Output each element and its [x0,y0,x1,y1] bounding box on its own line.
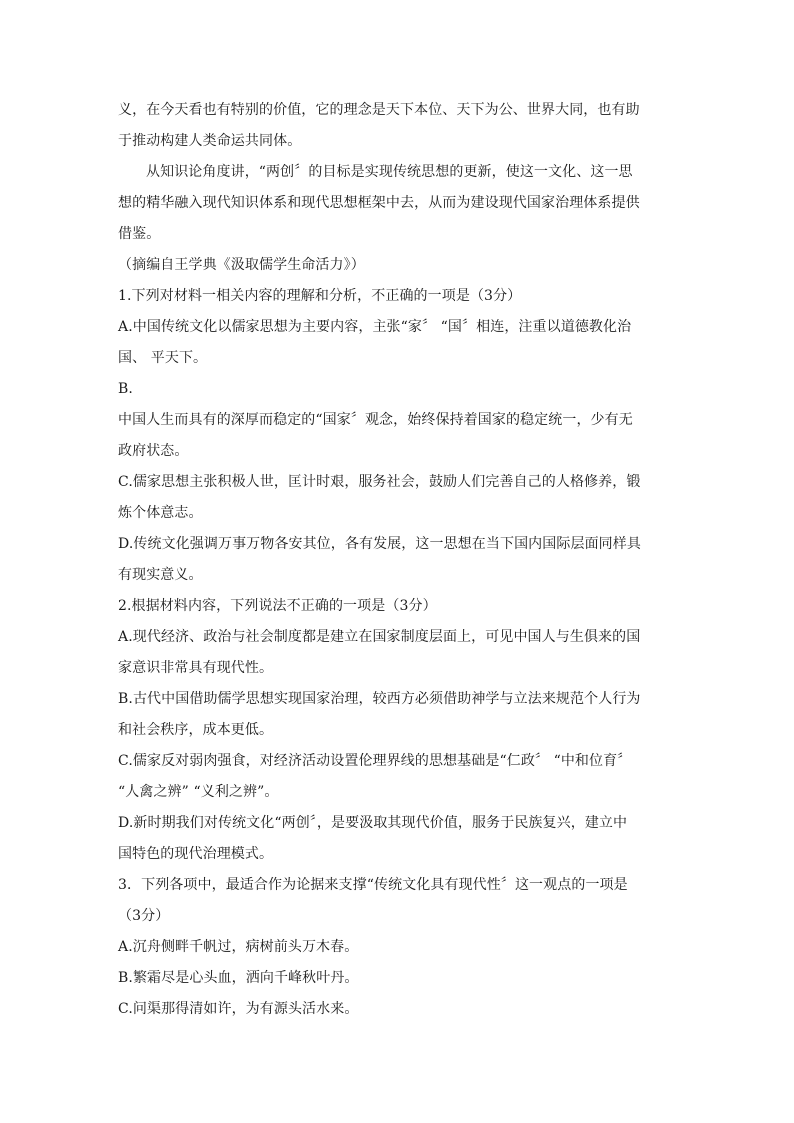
option-2b: B.古代中国借助儒学思想实现国家治理，较西方必须借助神学与立法来规范个人行为 [118,691,641,707]
option-2a: A.现代经济、政治与社会制度都是建立在国家制度层面上，可见中国人与生俱来的国 [118,629,641,645]
option-2a-cont: 家意识非常具有现代性。 [118,660,274,676]
option-1a: A.中国传统文化以儒家思想为主要内容，主张“家〞 “国〞相连，注重以道德教化治 [118,319,632,335]
paragraph-start-line: 从知识论角度讲，“两创〞的目标是实现传统思想的更新，使这一文化、这一思 [146,164,633,180]
option-3a: A.沉舟侧畔千帆过，病树前头万木春。 [118,939,359,955]
text-line: 想的精华融入现代知识体系和现代思想框架中去，从而为建设现代国家治理体系提供 [118,195,640,211]
option-3b: B.繁霜尽是心头血，洒向千峰秋叶丹。 [118,970,359,986]
option-1d: D.传统文化强调万事万物各安其位，各有发展，这一思想在当下国内国际层面同样具 [118,536,641,552]
option-1a-cont: 国、 平天下。 [118,350,208,366]
option-2b-cont: 和社会秩序，成本更低。 [118,722,274,738]
question-3-cont: （3分） [118,908,170,924]
option-2d: D.新时期我们对传统文化“两创〞，是要汲取其现代价值，服务于民族复兴，建立中 [118,815,628,831]
option-1b: 中国人生而具有的深厚而稳定的“国家〞观念，始终保持着国家的稳定统一，少有无 [118,412,633,428]
question-2: 2.根据材料内容，下列说法不正确的一项是（3分） [118,598,437,614]
text-line: 于推动构建人类命运共同体。 [118,133,302,149]
option-1c-cont: 炼个体意志。 [118,505,203,521]
text-line: 借鉴。 [118,226,161,242]
option-1b-cont: 政府状态。 [118,443,189,459]
option-2d-cont: 国特色的现代治理模式。 [118,846,274,862]
option-1c: C.儒家思想主张积极人世，匡计时艰，服务社会，鼓励人们完善自己的人格修养，锻 [118,474,641,490]
option-1d-cont: 有现实意义。 [118,567,203,583]
option-2c-cont: “人禽之辨” “义利之辨”。 [118,784,279,800]
text-line: 义，在今天看也有特别的价值，它的理念是天下本位、天下为公、世界大同，也有助 [118,102,640,118]
question-3: 3．下列各项中，最适合作为论据来支撑“传统文化具有现代性〞这一观点的一项是 [118,877,628,893]
document-page [118,100,678,1030]
option-3c: C.问渠那得清如许，为有源头活水来。 [118,1001,359,1017]
question-1: 1.下列对材料一相关内容的理解和分析，不正确的一项是（3分） [118,288,522,304]
option-2c: C.儒家反对弱肉强食，对经济活动设置伦理界线的思想基础是“仁政〞 “中和位育〞 [118,753,632,769]
source-citation: （摘编自王学典《汲取儒学生命活力》） [118,257,365,273]
option-1b-label: B. [118,381,133,397]
